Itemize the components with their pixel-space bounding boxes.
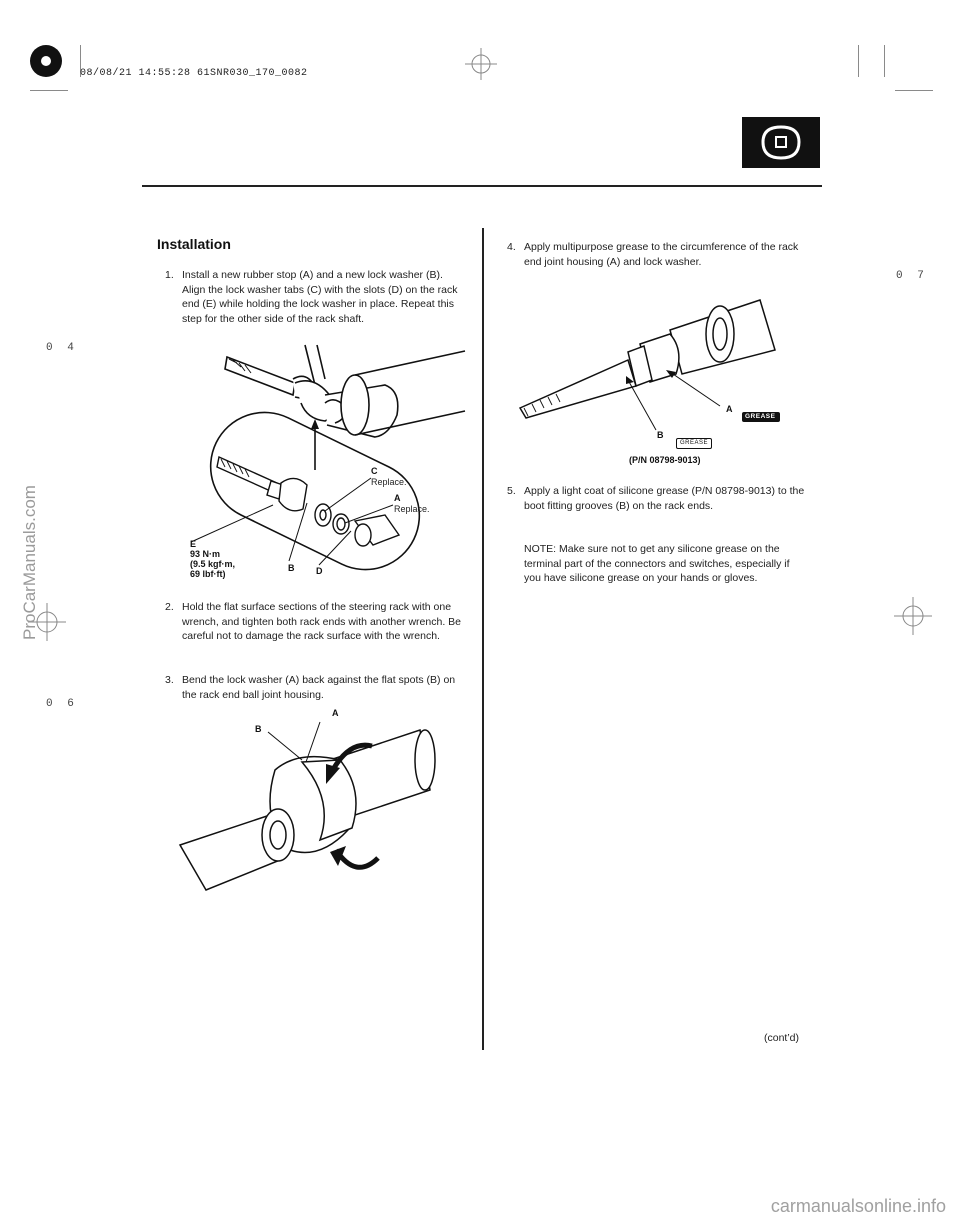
silicone-grease-note: NOTE: Make sure not to get any silicone grease on the terminal part of the connectors and switches, especially if you have silicone grease on your hands or gloves. — [524, 543, 790, 584]
margin-number-left-top: 0 4 — [46, 342, 78, 354]
tie-rod — [520, 360, 636, 418]
steering-wheel-glyph — [759, 122, 803, 163]
crop-mark — [895, 90, 933, 91]
grease-tag-label: GREASE — [745, 413, 776, 420]
crosshair-mark-right — [894, 597, 932, 635]
fig1-label-a-note: Replace. — [394, 504, 430, 514]
fig2-label-b: B — [255, 724, 262, 734]
grease-tube-icon-silicone — [676, 438, 712, 449]
step-text: Apply multipurpose grease to the circumference of the rack end joint housing (A) and lock washer. — [524, 241, 799, 268]
fig1-label-d: D — [316, 566, 323, 576]
steering-wheel-icon — [742, 117, 820, 168]
print-timestamp: 08/08/21 14:55:28 61SNR030_170_0082 — [80, 68, 308, 79]
figure-1-rack-end-assembly — [185, 345, 475, 590]
fig3-leader-a — [670, 372, 720, 406]
step-text: Install a new rubber stop (A) and a new lock washer (B). Align the lock washer tabs (C) with the slots (D) on the rack end (E) while holding the lock washer in place. Repeat this step for the other side of the rack shaft. — [182, 269, 458, 325]
fig1-label-a: A — [394, 493, 401, 503]
fig1-label-b: B — [288, 563, 295, 573]
continued-marker: (cont’d) — [764, 1032, 800, 1044]
step-text: Bend the lock washer (A) back against the flat spots (B) on the rack end ball joint housing. — [182, 674, 456, 701]
crop-mark — [858, 45, 859, 77]
fig3-label-a: A — [726, 404, 733, 414]
step-5 — [507, 484, 807, 513]
rack-boot-inner — [713, 318, 727, 350]
fig1-torque-kgf: (9.5 kgf·m, — [190, 559, 236, 569]
rack-shaft-end — [415, 730, 435, 790]
registration-target-inner — [41, 56, 51, 66]
step-number: 1. — [165, 269, 174, 281]
step-text: Apply a light coat of silicone grease (P/N 08798-9013) to the boot fitting grooves (B) on the rack ends. — [524, 485, 805, 512]
section-title: Installation — [157, 236, 231, 252]
figure-2-lock-washer-bend — [180, 700, 470, 895]
fig1-torque-nm: 93 N·m — [190, 549, 221, 559]
fig3-part-number: (P/N 08798-9013) — [629, 455, 701, 465]
fig2-label-a: A — [332, 708, 339, 718]
footer-url: carmanualsonline.info — [770, 1196, 946, 1216]
upper-tie-rod — [225, 345, 465, 437]
margin-number-right-top: 0 7 — [896, 270, 928, 282]
step-text: Hold the flat surface sections of the steering rack with one wrench, and tighten both rack ends with another wrench. Be careful not to damage the rack surface with the wrench. — [182, 601, 461, 642]
step-3 — [165, 673, 465, 702]
tie-rod-boot-inner — [270, 821, 286, 849]
step-2 — [165, 600, 465, 644]
crosshair-mark-top — [465, 48, 497, 80]
step-number: 5. — [507, 485, 516, 497]
crop-mark — [30, 90, 68, 91]
step-4 — [507, 240, 807, 269]
step-number: 3. — [165, 674, 174, 686]
detail-arrow-head — [311, 419, 319, 429]
crop-mark — [884, 45, 885, 77]
margin-number-left-bottom: 0 6 — [46, 698, 78, 710]
watermark: ProCarManuals.com — [20, 485, 39, 640]
column-divider — [482, 228, 484, 1050]
step-1 — [165, 268, 465, 326]
fig3-leader-b — [628, 380, 656, 430]
fig1-label-e: E — [190, 539, 197, 549]
fig2-leader-b — [268, 732, 302, 760]
fig1-label-c-note: Replace. — [371, 477, 407, 487]
header-rule — [142, 185, 822, 187]
step-number: 2. — [165, 601, 174, 613]
step-number: 4. — [507, 241, 516, 253]
grease-tag-label-silicone: GREASE — [680, 440, 709, 446]
grease-tube-icon-multipurpose — [742, 412, 780, 422]
fig3-label-b: B — [657, 430, 664, 440]
fig1-torque-lbf: 69 lbf·ft) — [190, 569, 226, 579]
fig1-label-c: C — [371, 466, 378, 476]
